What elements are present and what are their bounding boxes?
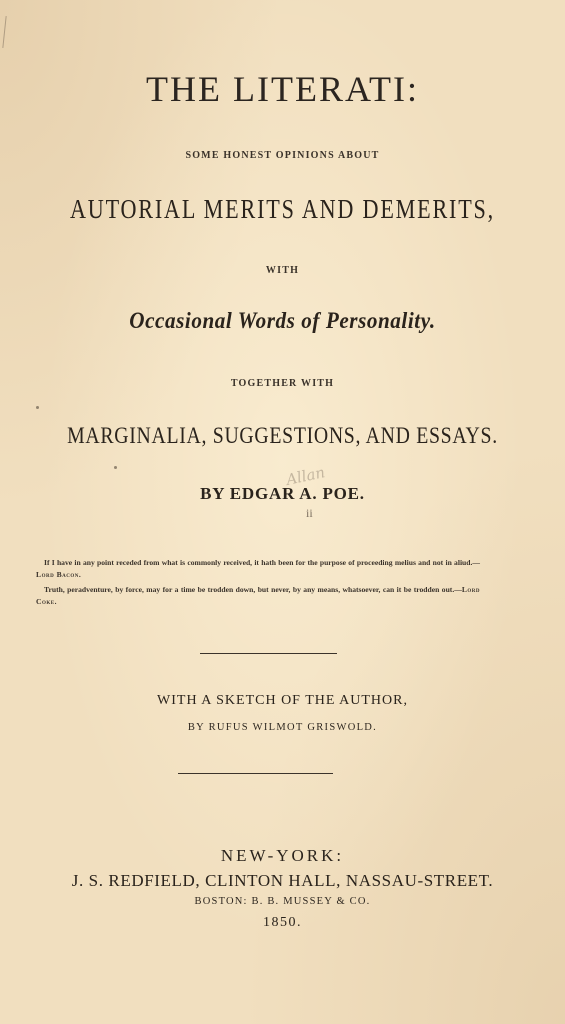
imprint-boston: BOSTON: B. B. MUSSEY & CO.	[194, 896, 371, 907]
pencil-mark: ii	[306, 506, 313, 520]
page-edge-mark	[2, 16, 6, 48]
epigraph-text: If I have in any point receded from what is commonly received, it hath been for the purpose of proceeding melius and not in aliud.—	[44, 558, 480, 567]
sketch-line: WITH A SKETCH OF THE AUTHOR,	[157, 693, 408, 708]
epigraph-text: Truth, peradventure, by force, may for a time be trodden down, but never, by any means, whatsoever, can it be trodden out.—	[44, 585, 462, 594]
imprint-year: 1850.	[263, 915, 302, 930]
pencil-annotation: Allan	[284, 463, 327, 489]
subtitle-line: SOME HONEST OPINIONS ABOUT	[185, 150, 380, 161]
with-label: WITH	[265, 265, 300, 276]
divider-rule	[178, 773, 333, 774]
imprint-city: NEW-YORK:	[220, 846, 345, 865]
author-line: BY EDGAR A. POE.	[200, 484, 365, 503]
main-headline: AUTORIAL MERITS AND DEMERITS,	[69, 194, 496, 224]
imprint-publisher: J. S. REDFIELD, CLINTON HALL, NASSAU-STREET.	[71, 871, 494, 890]
ink-speck	[36, 406, 39, 409]
epigraph-bacon	[36, 557, 480, 581]
epigraph-coke	[36, 584, 480, 608]
ink-speck	[114, 466, 117, 469]
divider-rule	[200, 653, 337, 654]
griswold-line: BY RUFUS WILMOT GRISWOLD.	[187, 722, 378, 733]
gothic-subtitle: Occasional Words of Personality.	[129, 308, 436, 333]
epigraph-source: Lord Bacon.	[36, 570, 82, 579]
second-headline: MARGINALIA, SUGGESTIONS, AND ESSAYS.	[67, 423, 498, 448]
epigraph-source: Lord Coke.	[36, 585, 480, 606]
book-title: THE LITERATI:	[146, 69, 419, 109]
together-with-label: TOGETHER WITH	[230, 378, 335, 389]
